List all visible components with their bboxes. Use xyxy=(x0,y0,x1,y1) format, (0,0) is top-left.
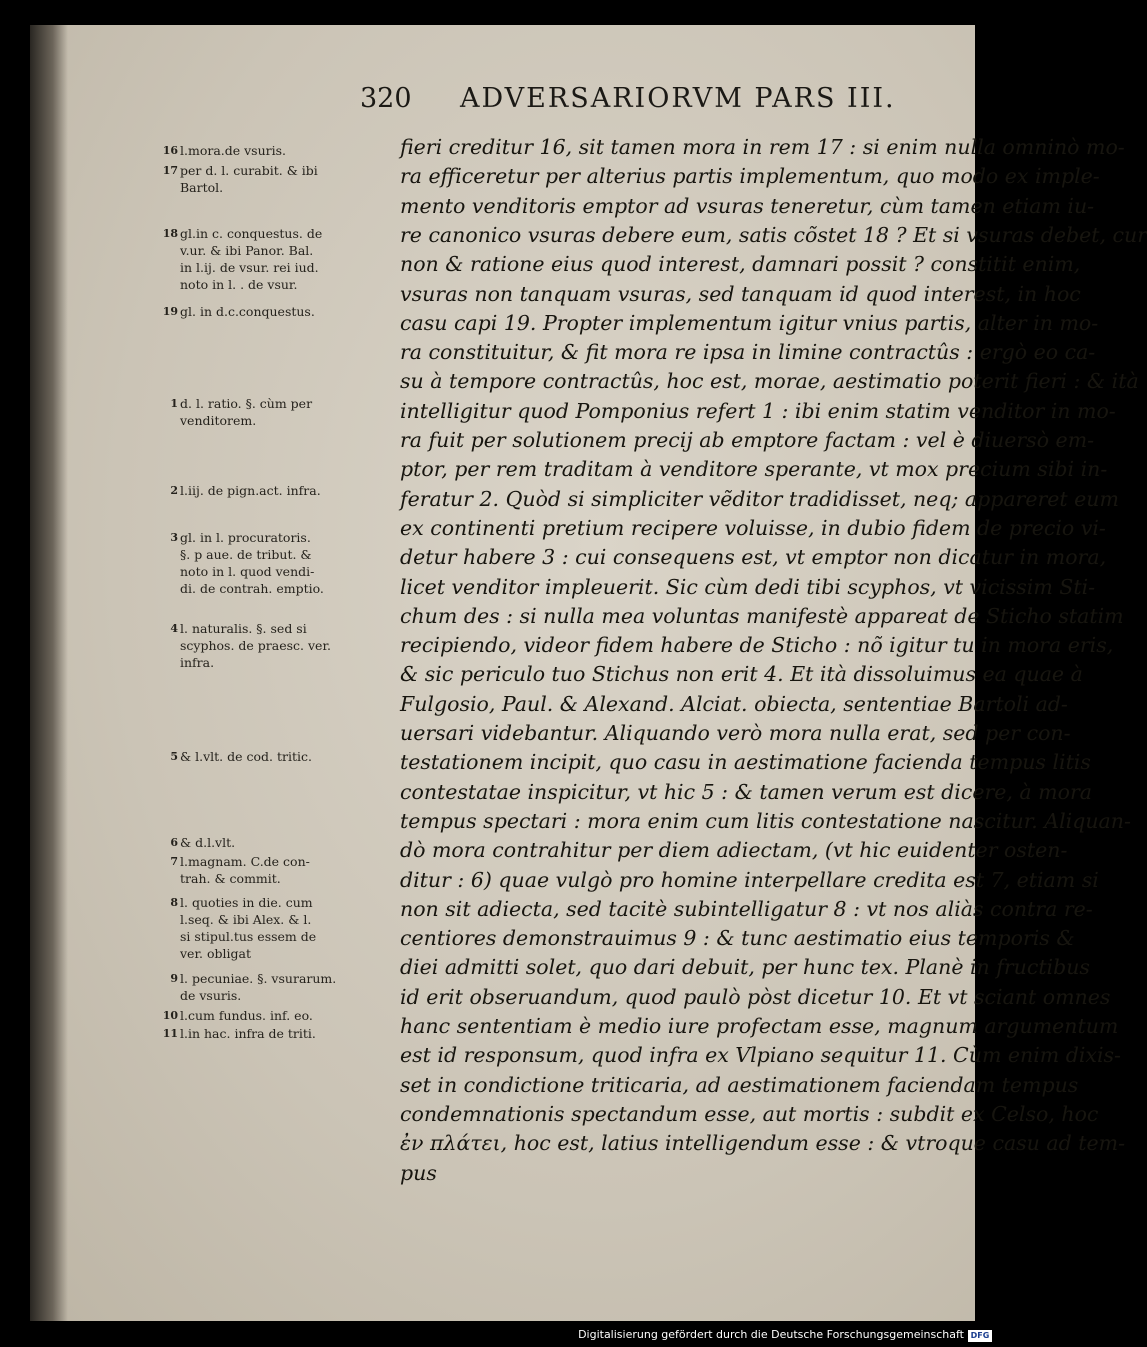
side-note-text: per d. l. curabit. & ibi Bartol. xyxy=(180,163,318,195)
text-line: est id responsum, quod infra ex Vlpiano sequitur 11. Cùm enim dixis- xyxy=(400,1043,1121,1068)
side-note-text: l. pecuniae. §. vsurarum. de vsuris. xyxy=(180,971,337,1003)
side-note-number: 7 xyxy=(170,855,178,868)
side-note xyxy=(162,303,390,320)
side-note xyxy=(162,162,390,196)
side-note xyxy=(170,894,390,962)
text-line: set in condictione triticaria, ad aestimationem faciendam tempus xyxy=(400,1072,1079,1097)
text-line: non & ratione eius quod interest, damnari possit ? constitit enim, xyxy=(400,252,1081,277)
running-title: ADVERSARIORVM PARS III. xyxy=(460,83,896,114)
page-number: 320 xyxy=(360,83,412,114)
text-line: centiores demonstrauimus 9 : & tunc aestimatio eius temporis & xyxy=(400,926,1075,951)
text-line: mento venditoris emptor ad vsuras teneretur, cùm tamen etiam iu- xyxy=(400,193,1095,218)
text-line: fieri creditur 16, sit tamen mora in rem 17 : si enim nulla omninò mo- xyxy=(400,135,1125,159)
side-note-number: 10 xyxy=(162,1009,178,1022)
side-note xyxy=(170,834,390,851)
text-line: testationem incipit, quo casu in aestimatione facienda tempus litis xyxy=(400,750,1091,775)
side-note-number: 4 xyxy=(170,622,178,635)
side-note-number: 16 xyxy=(162,144,178,157)
side-note-number: 18 xyxy=(162,227,178,240)
book-page xyxy=(30,25,1147,1321)
text-line: pus xyxy=(400,1160,437,1185)
text-line: hanc sententiam è medio iure profectam esse, magnum argumentum xyxy=(400,1014,1119,1038)
side-note-text: l.in hac. infra de triti. xyxy=(180,1026,316,1041)
side-note-number: 9 xyxy=(170,972,178,985)
side-note-number: 19 xyxy=(162,305,178,318)
side-note-number: 17 xyxy=(162,164,178,177)
side-note-number: 3 xyxy=(170,531,178,544)
text-line: ex continenti pretium recipere voluisse, in dubio fidem de precio vi- xyxy=(400,515,1106,540)
footer-credit: Digitalisierung gefördert durch die Deutsche Forschungsgemeinschaft xyxy=(578,1328,964,1341)
side-note-text: gl.in c. conquestus. de v.ur. & ibi Panor. Bal. in l.ij. de vsur. rei iud. noto in l. . de vsur. xyxy=(180,226,323,292)
text-line: recipiendo, videor fidem habere de Sticho : nõ igitur tu in mora eris, xyxy=(400,633,1114,658)
side-note-text: l.mora.de vsuris. xyxy=(180,143,287,158)
footer-bar xyxy=(0,1321,1000,1347)
side-note xyxy=(162,1007,390,1024)
text-line: ra fuit per solutionem precij ab emptore factam : vel è diuersò em- xyxy=(400,428,1095,452)
text-line: chum des : si nulla mea voluntas manifestè appareat de Sticho statim xyxy=(400,603,1124,628)
text-line: intelligitur quod Pomponius refert 1 : ibi enim statim venditor in mo- xyxy=(400,398,1116,423)
text-line: detur habere 3 : cui consequens est, vt emptor non dicatur in mora, xyxy=(400,545,1107,570)
text-line: casu capi 19. Propter implementum igitur vnius partis, alter in mo- xyxy=(400,310,1099,335)
side-note-text: & d.l.vlt. xyxy=(180,835,236,850)
text-line: licet venditor impleuerit. Sic cùm dedi tibi scyphos, vt vicissim Sti- xyxy=(400,574,1096,599)
side-note-number: 5 xyxy=(170,750,178,763)
text-line: Fulgosio, Paul. & Alexand. Alciat. obiecta, sententiae Bartoli ad- xyxy=(400,691,1068,716)
side-note-text: gl. in d.c.conquestus. xyxy=(180,304,315,319)
text-line: id erit obseruandum, quod paulò pòst dicetur 10. Et vt sciant omnes xyxy=(400,984,1111,1009)
text-line: vsuras non tanquam vsuras, sed tanquam id quod interest, in hoc xyxy=(400,281,1081,306)
side-note-text: l.iij. de pign.act. infra. xyxy=(180,483,321,498)
side-note-text: l.cum fundus. inf. eo. xyxy=(180,1008,313,1023)
side-note-text: l. quoties in die. cum l.seq. & ibi Alex. & l. si stipul.tus essem de ver. obligat xyxy=(180,895,317,961)
text-line: dò mora contrahitur per diem adiectam, (vt hic euidenter osten- xyxy=(400,838,1068,863)
side-note-number: 6 xyxy=(170,836,178,849)
side-note-number: 8 xyxy=(170,896,178,909)
side-note xyxy=(170,748,390,765)
text-line: condemnationis spectandum esse, aut mortis : subdit ex Celso, hoc xyxy=(400,1101,1099,1126)
side-note-text: l. naturalis. §. sed si scyphos. de praesc. ver. infra. xyxy=(180,621,332,670)
text-line: ἐν πλάτει, hoc est, latius intelligendum esse : & vtroque casu ad tem- xyxy=(400,1131,1125,1156)
side-note xyxy=(170,482,390,499)
text-line: re canonico vsuras debere eum, satis cõstet 18 ? Et si vsuras debet, cur xyxy=(400,222,1147,247)
binding-gutter xyxy=(30,25,68,1321)
text-line: ra efficeretur per alterius partis implementum, quo modo ex imple- xyxy=(400,164,1100,189)
text-line: ra constituitur, & fit mora re ipsa in limine contractûs : ergò eo ca- xyxy=(400,340,1096,365)
side-note-text: d. l. ratio. §. cùm per venditorem. xyxy=(180,396,313,428)
side-note xyxy=(170,853,390,887)
page-header xyxy=(30,83,975,123)
side-note xyxy=(162,225,390,293)
side-note-number: 11 xyxy=(162,1027,178,1040)
side-note-number: 1 xyxy=(170,397,178,410)
side-note xyxy=(170,970,390,1004)
text-line: feratur 2. Quòd si simpliciter vẽditor tradidisset, neq; appareret eum xyxy=(400,486,1119,511)
text-line: ditur : 6) quae vulgò pro homine interpellare credita est 7, etiam si xyxy=(400,867,1099,892)
text-line: uersari videbantur. Aliquando verò mora nulla erat, sed per con- xyxy=(400,721,1071,745)
text-line: ptor, per rem traditam à venditore sperante, vt mox precium sibi in- xyxy=(400,457,1108,482)
side-note xyxy=(170,529,390,597)
dfg-logo: DFG xyxy=(968,1330,992,1342)
side-note xyxy=(170,620,390,671)
text-line: non sit adiecta, sed tacitè subintelligatur 8 : vt nos aliàs contra re- xyxy=(400,896,1093,921)
side-note-text: & l.vlt. de cod. tritic. xyxy=(180,749,312,764)
text-line: tempus spectari : mora enim cum litis contestatione nascitur. Aliquan- xyxy=(400,808,1131,833)
text-line: & sic periculo tuo Stichus non erit 4. Et ità dissoluimus ea quae à xyxy=(400,662,1083,687)
text-line: su à tempore contractûs, hoc est, morae, aestimatio poterit fieri : & ità xyxy=(400,369,1139,394)
text-line: diei admitti solet, quo dari debuit, per hunc tex. Planè in fructibus xyxy=(400,955,1090,980)
side-note-text: gl. in l. procuratoris. §. p aue. de tribut. & noto in l. quod vendi- di. de contrah. emptio. xyxy=(180,530,324,596)
side-note-text: l.magnam. C.de con- trah. & commit. xyxy=(180,854,310,886)
text-line: contestatae inspicitur, vt hic 5 : & tamen verum est dicere, à mora xyxy=(400,779,1092,804)
side-note xyxy=(162,1025,390,1042)
side-note xyxy=(170,395,390,429)
side-note-number: 2 xyxy=(170,484,178,497)
side-note xyxy=(162,142,390,159)
